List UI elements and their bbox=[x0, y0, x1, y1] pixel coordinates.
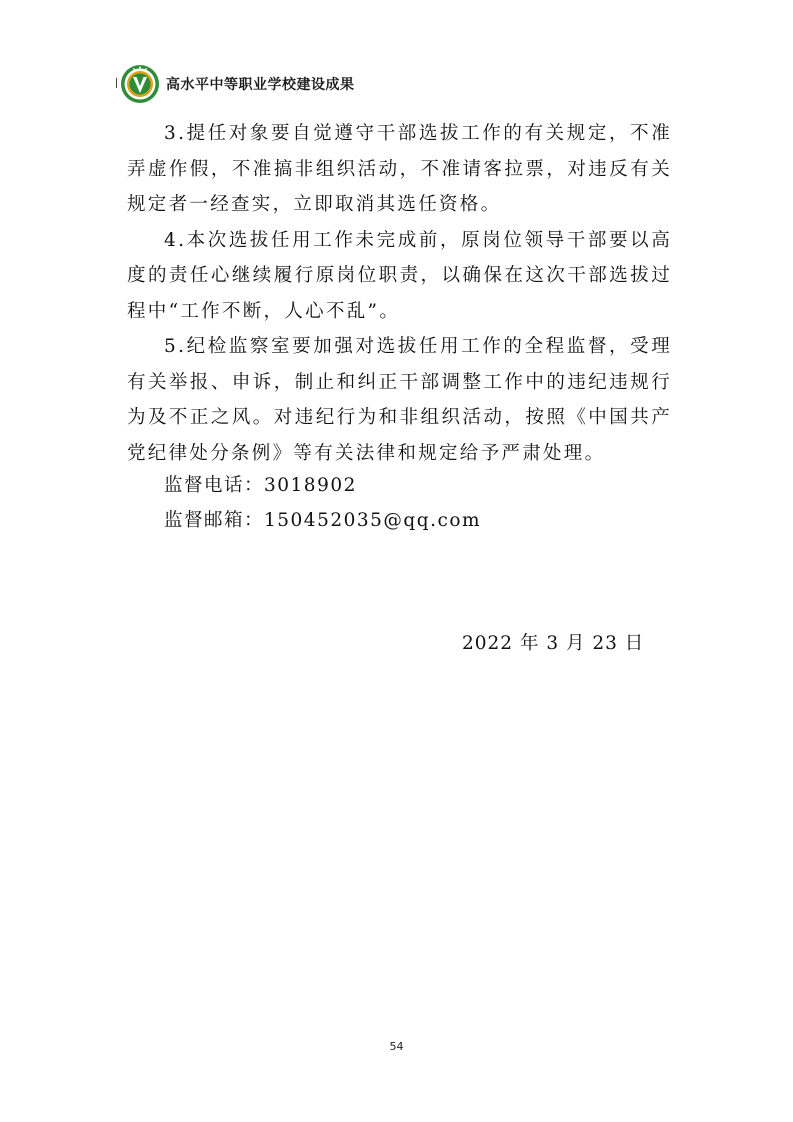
school-emblem-icon bbox=[120, 64, 160, 104]
document-body bbox=[127, 116, 672, 471]
page-number: 54 bbox=[389, 1040, 404, 1053]
header-title: 高水平中等职业学校建设成果 bbox=[166, 77, 355, 93]
document-date: 2022 年 3 月 23 日 bbox=[462, 633, 645, 654]
contact-block bbox=[164, 468, 481, 538]
page-header bbox=[120, 64, 355, 104]
paragraph-item-3: 3.提任对象要自觉遵守干部选拔工作的有关规定，不准弄虚作假，不准搞非组织活动，不准请客拉票，对违反有关规定者一经查实，立即取消其选任资格。 bbox=[127, 123, 672, 215]
supervision-email: 监督邮箱：150452035@qq.com bbox=[164, 510, 482, 531]
paragraph-item-5: 5.纪检监察室要加强对选拔任用工作的全程监督，受理有关举报、申诉，制止和纠正干部调整工作中的违纪违规行为及不正之风。对违纪行为和非组织活动，按照《中国共产党纪律处分条例》等有关法律和规定给予严肃处理。 bbox=[127, 336, 672, 464]
header-edge-mark bbox=[116, 78, 117, 88]
paragraph-item-4: 4.本次选拔任用工作未完成前，原岗位领导干部要以高度的责任心继续履行原岗位职责，以确保在这次干部选拔过程中“工作不断，人心不乱”。 bbox=[127, 229, 672, 322]
supervision-phone: 监督电话：3018902 bbox=[164, 475, 357, 496]
